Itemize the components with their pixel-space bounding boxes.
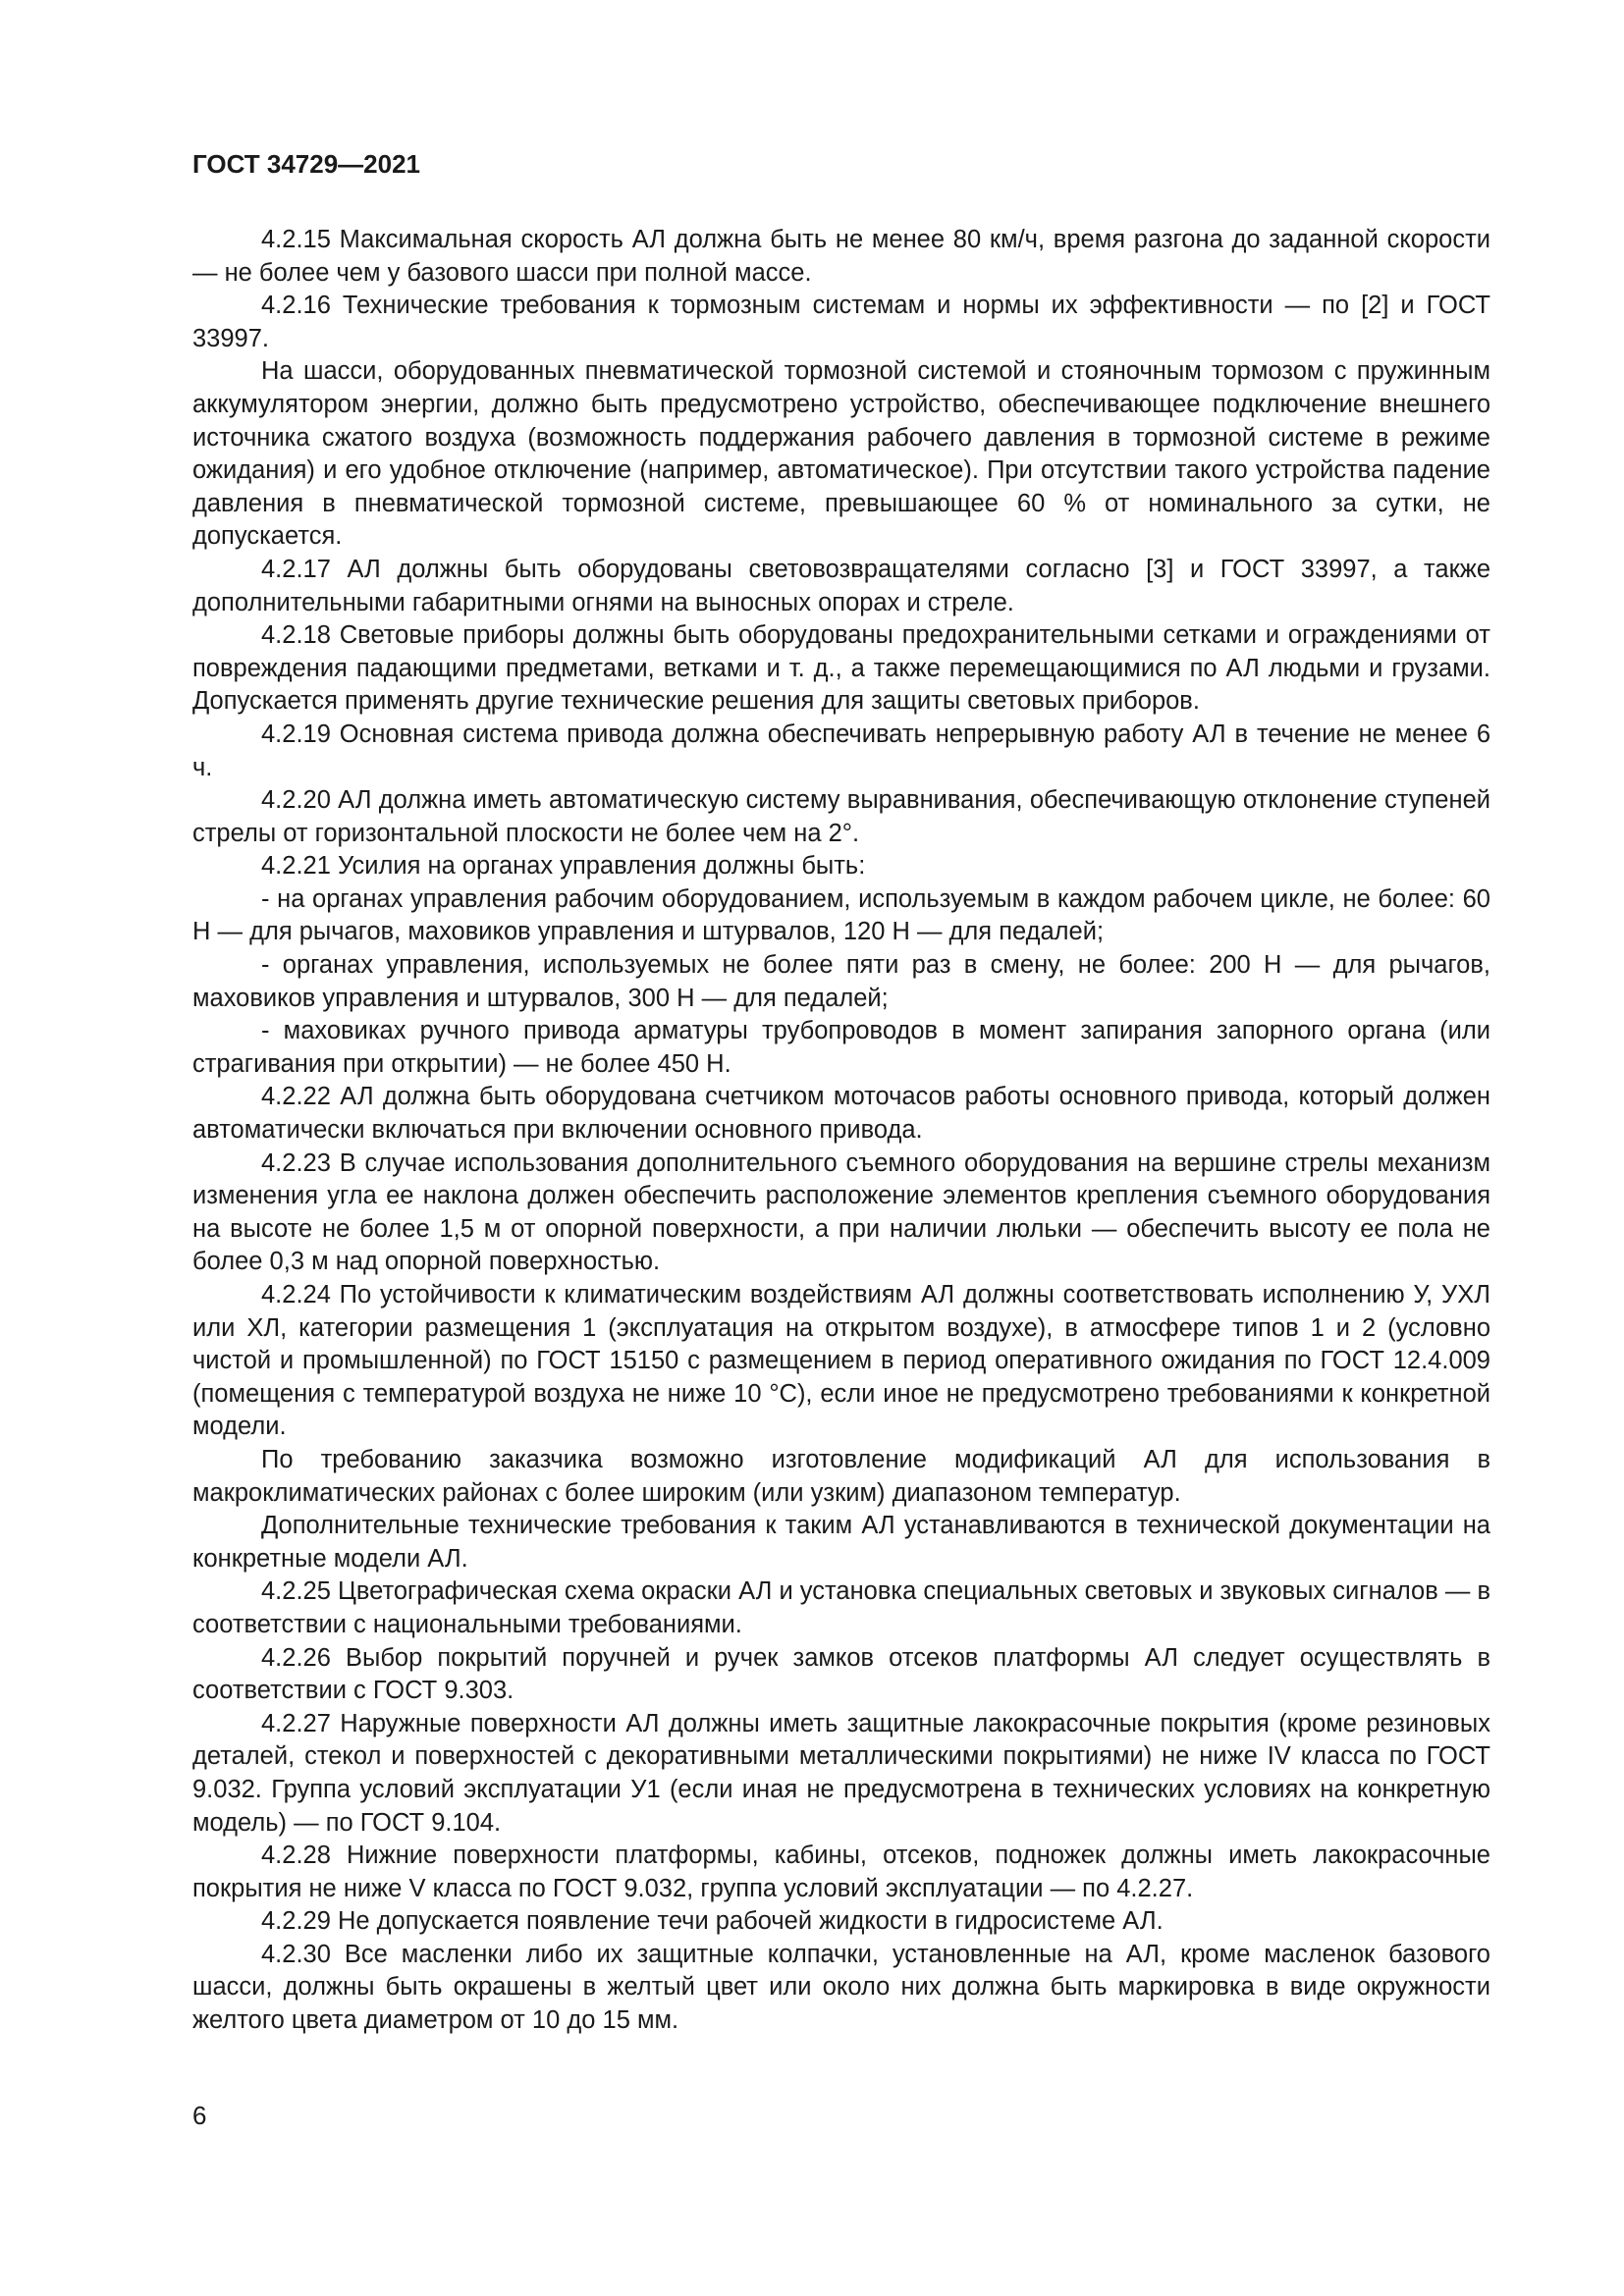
- paragraph-4-2-21: 4.2.21 Усилия на органах управления должны быть:: [261, 852, 866, 881]
- paragraph-4-2-27: 4.2.27 Наружные поверхности АЛ должны иметь защитные лакокрасочные покрытия (кроме резиновых деталей, стекол и поверхностей с декоративными металлическими покрытиями) не ниже IV класса по ГОСТ 9.032. Группа условий эксплуатации У1 (если иная не предусмотрена в технических условиях на конкретную модель) — по ГОСТ 9.104.: [192, 1709, 1490, 1837]
- paragraph-4-2-25: 4.2.25 Цветографическая схема окраски АЛ и установка специальных световых и звуковых сигналов — в соответствии с национальными требованиями.: [192, 1577, 1490, 1638]
- paragraph-4-2-16: 4.2.16 Технические требования к тормозным системам и нормы их эффективности — по [2] и ГОСТ 33997.: [192, 292, 1490, 352]
- paragraph-4-2-24: 4.2.24 По устойчивости к климатическим воздействиям АЛ должны соответствовать исполнению У, УХЛ или ХЛ, категории размещения 1 (эксплуатация на открытом воздухе), в атмосфере типов 1 и 2 (условно чистой и промышленной) по ГОСТ 15150 с размещением в период оперативного ожидания по ГОСТ 12.4.009 (помещения с температурой воздуха не ниже 10 °С), если иное не предусмотрено требованиями к конкретной модели.: [192, 1281, 1490, 1441]
- document-header: ГОСТ 34729—2021: [192, 149, 420, 179]
- paragraph-4-2-28: 4.2.28 Нижние поверхности платформы, кабины, отсеков, подножек должны иметь лакокрасочные покрытия не ниже V класса по ГОСТ 9.032, группа условий эксплуатации — по 4.2.27.: [192, 1842, 1490, 1902]
- paragraph-4-2-20: 4.2.20 АЛ должна иметь автоматическую систему выравнивания, обеспечивающую отклонение ступеней стрелы от горизонтальной плоскости не более чем на 2°.: [192, 786, 1490, 847]
- paragraph-4-2-30: 4.2.30 Все масленки либо их защитные колпачки, установленные на АЛ, кроме масленок базового шасси, должны быть окрашены в желтый цвет или около них должна быть маркировка в виде окружности желтого цвета диаметром от 10 до 15 мм.: [192, 1940, 1490, 2035]
- page-number: 6: [192, 2101, 207, 2130]
- paragraph-4-2-24-customer: По требованию заказчика возможно изготовление модификаций АЛ для использования в макроклиматических районах с более широким (или узким) диапазоном температур.: [192, 1445, 1490, 1507]
- paragraph-4-2-26: 4.2.26 Выбор покрытий поручней и ручек замков отсеков платформы АЛ следует осуществлять в соответствии с ГОСТ 9.303.: [192, 1643, 1490, 1705]
- paragraph-4-2-19: 4.2.19 Основная система привода должна обеспечивать непрерывную работу АЛ в течение не менее 6 ч.: [192, 720, 1490, 781]
- document-body: [192, 224, 1490, 2038]
- list-item-working-controls: - на органах управления рабочим оборудованием, используемым в каждом рабочем цикле, не более: 60 Н — для рычагов, маховиков управления и штурвалов, 120 Н — для педалей;: [192, 884, 1490, 946]
- list-item-handwheels: - маховиках ручного привода арматуры трубопроводов в момент запирания запорного органа (или страгивания при открытии) — не более 450 Н.: [192, 1017, 1490, 1078]
- paragraph-4-2-22: 4.2.22 АЛ должна быть оборудована счетчиком моточасов работы основного привода, который должен автоматически включаться при включении основного привода.: [192, 1083, 1490, 1145]
- list-item-rare-controls: - органах управления, используемых не более пяти раз в смену, не более: 200 Н — для рычагов, маховиков управления и штурвалов, 300 Н — для педалей;: [192, 951, 1490, 1012]
- paragraph-4-2-18: 4.2.18 Световые приборы должны быть оборудованы предохранительными сетками и ограждениями от повреждения падающими предметами, ветками и т. д., а также перемещающимися по АЛ людьми и грузами. Допускается применять другие технические решения для защиты световых приборов.: [192, 621, 1490, 716]
- paragraph-4-2-15: 4.2.15 Максимальная скорость АЛ должна быть не менее 80 км/ч, время разгона до заданной скорости — не более чем у базового шасси при полной массе.: [192, 226, 1490, 287]
- paragraph-4-2-16-pneumatic: На шасси, оборудованных пневматической тормозной системой и стояночным тормозом с пружинным аккумулятором энергии, должно быть предусмотрено устройство, обеспечивающее подключение внешнего источника сжатого воздуха (возможность поддержания рабочего давления в тормозной системе в режиме ожидания) и его удобное отключение (например, автоматическое). При отсутствии такого устройства падение давления в пневматической тормозной системе, превышающее 60 % от номинального за сутки, не допускается.: [192, 357, 1490, 551]
- paragraph-4-2-24-additional: Дополнительные технические требования к таким АЛ устанавливаются в технической документации на конкретные модели АЛ.: [192, 1512, 1490, 1573]
- paragraph-4-2-17: 4.2.17 АЛ должны быть оборудованы световозвращателями согласно [3] и ГОСТ 33997, а также дополнительными габаритными огнями на выносных опорах и стреле.: [192, 555, 1490, 616]
- paragraph-4-2-23: 4.2.23 В случае использования дополнительного съемного оборудования на вершине стрелы механизм изменения угла ее наклона должен обеспечить расположение элементов крепления съемного оборудования на высоте не более 1,5 м от опорной поверхности, а при наличии люльки — обеспечить высоту ее пола не более 0,3 м над опорной поверхностью.: [192, 1148, 1490, 1276]
- paragraph-4-2-29: 4.2.29 Не допускается появление течи рабочей жидкости в гидросистеме АЛ.: [261, 1907, 1164, 1936]
